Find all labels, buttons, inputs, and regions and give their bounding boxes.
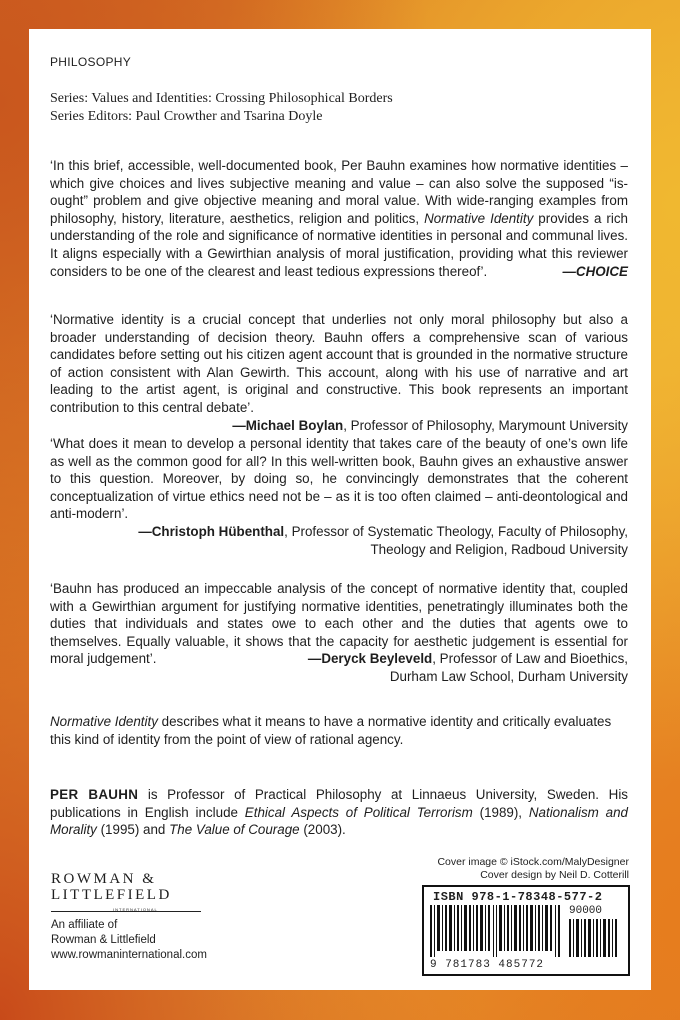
review-choice xyxy=(50,157,628,280)
publisher-url[interactable]: www.rowmaninternational.com xyxy=(51,949,207,961)
book-title-em: Normative Identity xyxy=(424,210,534,226)
series-title: Series: Values and Identities: Crossing Philosophical Borders xyxy=(50,91,393,106)
price-code: 90000 xyxy=(569,905,603,917)
review-text: ‘What does it mean to develop a personal identity that takes care of the beauty of one’s own life as well as the common good for all? In this well-written book, Bauhn gives an exhaustive answer to this question. Moreover, by doing so, he convincingly demonstrates that the coherent conceptualization of virtue ethics need not be – as it is too often claimed – anti-deontological and anti-modern’. xyxy=(50,436,628,522)
author-bio: PER BAUHN is Professor of Practical Philosophy at Linnaeus University, Sweden. His publications in English include Ethical Aspects of Political Terrorism (1989), Nationalism and Morality (1995) and The Value of Courage (2003). xyxy=(50,787,628,838)
series-editors: Series Editors: Paul Crowther and Tsarina Doyle xyxy=(50,109,323,124)
review-source: —CHOICE xyxy=(562,263,628,279)
review-boylan xyxy=(50,311,628,434)
review-beyleveld xyxy=(50,580,628,686)
review-text: ‘In this brief, accessible, well-documented book, Per Bauhn examines how normative identities – which give choices and lives subjective meaning and value – can also solve the supposed “is-ought” problem and give objective meaning and moral value. With wide-ranging examples from philosophy, history, literature, aesthetics, religion and politics, Normative Identity provides a rich understanding of the role and significance of normative identities in personal and communal lives. It aligns especially with a Gewirthian analysis of moral justification, providing what this reviewer considers to be one of the clearest and least tedious expressions thereof’. xyxy=(50,158,628,279)
review-hubenthal xyxy=(50,435,628,558)
review-attribution-line2: Durham Law School, Durham University xyxy=(389,668,628,684)
series-info xyxy=(50,90,393,126)
review-attribution-line2: Theology and Religion, Radboud University xyxy=(370,541,628,557)
isbn-text: ISBN 978-1-78348-577-2 xyxy=(433,890,603,904)
isbn-barcode xyxy=(422,885,630,976)
review-attribution: —Deryck Beyleveld, Professor of Law and Bioethics, xyxy=(307,651,628,667)
back-cover-panel xyxy=(29,29,651,990)
review-text: ‘Bauhn has produced an impeccable analysis of the concept of normative identity that, coupled with a Gewirthian argument for justifying normative identities, penetratingly illuminates both the duties that individuals and states owe to each other and the duties that agents owe to themselves. Equally valuable, it shows that the capacity for aesthetic judgement is essential for moral judgement’. xyxy=(50,581,628,667)
logo-international: INTERNATIONAL xyxy=(113,907,158,912)
review-attribution: —Christoph Hübenthal, Professor of Systematic Theology, Faculty of Philosophy, xyxy=(138,523,628,539)
barcode-bars xyxy=(430,905,565,957)
publisher-logo: ROWMAN & LITTLEFIELD xyxy=(51,871,172,903)
price-barcode-bars xyxy=(569,919,621,957)
category-label: PHILOSOPHY xyxy=(50,55,132,69)
review-attribution: —Michael Boylan, Professor of Philosophy, Marymount University xyxy=(232,417,628,433)
review-text: ‘Normative identity is a crucial concept that underlies not only moral philosophy but also a broader understanding of decision theory. Bauhn offers a comprehensive scan of various candidates before setting out his citizen agent account that is grounded in the normative structure of action consistent with Alan Gewirth. This account, along with his use of narrative and art leading to the artist agent, is original and constructive. This book represents an important contribution to this central debate’. xyxy=(50,312,628,415)
book-description: Normative Identity describes what it means to have a normative identity and critically evaluates this kind of identity from the point of view of rational agency. xyxy=(50,714,612,747)
author-name: PER BAUHN xyxy=(50,787,139,802)
publisher-affiliation: An affiliate of Rowman & Littlefield www.rowmaninternational.com xyxy=(51,919,207,961)
cover-credits: Cover image © iStock.com/MalyDesigner Cover design by Neil D. Cotterill xyxy=(437,856,629,881)
ean-number: 9 781783 485772 xyxy=(430,959,545,971)
